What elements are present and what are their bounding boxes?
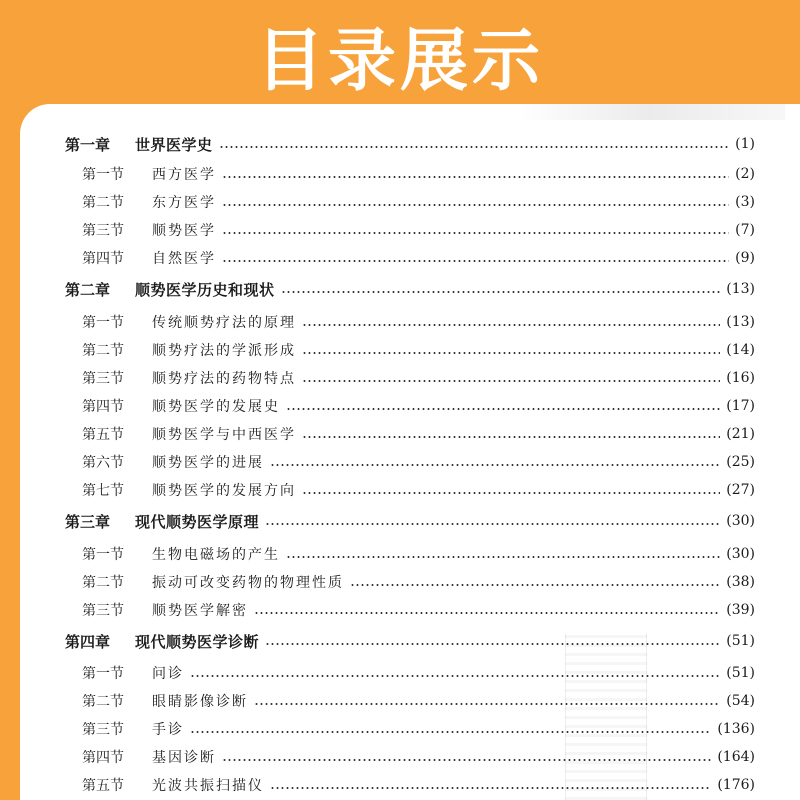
dot-leader bbox=[286, 556, 720, 558]
toc-entry-number: 第三章 bbox=[65, 512, 111, 531]
toc-entry-title: 传统顺势疗法的原理 bbox=[152, 315, 296, 331]
banner-title: 目录展示 bbox=[255, 22, 544, 101]
toc-page-number: (27) bbox=[726, 482, 755, 498]
toc-entry-title: 顺势疗法的药物特点 bbox=[152, 371, 296, 387]
dot-leader bbox=[190, 675, 720, 677]
toc-page-number: (14) bbox=[726, 342, 755, 358]
toc-entry-title: 顺势医学的发展史 bbox=[152, 399, 280, 415]
toc-entry-title: 现代顺势医学原理 bbox=[135, 512, 260, 531]
dot-leader bbox=[286, 408, 720, 410]
toc-entry-title: 顺势疗法的学派形成 bbox=[152, 343, 296, 359]
toc-entry-title: 顺势医学 bbox=[152, 223, 216, 239]
dot-leader bbox=[265, 643, 720, 645]
toc-page-number: (54) bbox=[726, 693, 755, 709]
toc-page-number: (7) bbox=[735, 222, 755, 238]
toc-entry-title: 世界医学史 bbox=[135, 135, 213, 154]
toc-section-row bbox=[82, 246, 755, 270]
toc-entry-number: 第三节 bbox=[82, 371, 124, 387]
toc-entry-title: 自然医学 bbox=[152, 251, 216, 267]
toc-chapter-row bbox=[65, 629, 755, 653]
toc-entry-title: 光波共振扫描仪 bbox=[152, 778, 264, 794]
dot-leader bbox=[270, 464, 720, 466]
toc-section-row bbox=[82, 773, 755, 797]
toc-section-row bbox=[82, 366, 755, 390]
toc-page-number: (17) bbox=[726, 398, 755, 414]
toc-chapter-row bbox=[65, 509, 755, 533]
toc-page-number: (136) bbox=[717, 721, 755, 737]
toc-entry-title: 西方医学 bbox=[152, 167, 216, 183]
table-of-contents bbox=[20, 104, 800, 800]
toc-entry-number: 第三节 bbox=[82, 223, 124, 239]
dot-leader bbox=[281, 291, 721, 293]
toc-entry-number: 第四节 bbox=[82, 251, 124, 267]
toc-page-number: (13) bbox=[726, 281, 755, 297]
toc-page-number: (164) bbox=[717, 749, 755, 765]
toc-chapter-row bbox=[65, 277, 755, 301]
toc-entry-title: 东方医学 bbox=[152, 195, 216, 211]
toc-page bbox=[20, 104, 800, 800]
toc-entry-number: 第五节 bbox=[82, 427, 124, 443]
toc-page-number: (13) bbox=[726, 314, 755, 330]
toc-entry-title: 现代顺势医学诊断 bbox=[135, 632, 260, 651]
dot-leader bbox=[302, 352, 720, 354]
dot-leader bbox=[302, 492, 720, 494]
toc-page-number: (16) bbox=[726, 370, 755, 386]
dot-leader bbox=[254, 612, 720, 614]
dot-leader bbox=[265, 523, 720, 525]
toc-entry-title: 顺势医学历史和现状 bbox=[135, 280, 275, 299]
toc-section-row bbox=[82, 478, 755, 502]
dot-leader bbox=[222, 176, 729, 178]
toc-entry-title: 顺势医学与中西医学 bbox=[152, 427, 296, 443]
toc-entry-title: 生物电磁场的产生 bbox=[152, 547, 280, 563]
dot-leader bbox=[254, 703, 720, 705]
toc-page-number: (30) bbox=[726, 546, 755, 562]
dot-leader bbox=[350, 584, 720, 586]
toc-entry-number: 第三节 bbox=[82, 603, 124, 619]
dot-leader bbox=[302, 380, 720, 382]
toc-page-number: (3) bbox=[735, 194, 755, 210]
toc-page-number: (2) bbox=[735, 166, 755, 182]
toc-page-number: (51) bbox=[726, 633, 755, 649]
toc-entry-number: 第二节 bbox=[82, 694, 124, 710]
toc-section-row bbox=[82, 450, 755, 474]
toc-entry-number: 第二章 bbox=[65, 280, 111, 299]
dot-leader bbox=[270, 787, 711, 789]
toc-section-row bbox=[82, 162, 755, 186]
toc-section-row bbox=[82, 689, 755, 713]
toc-entry-title: 顺势医学的进展 bbox=[152, 455, 264, 471]
toc-section-row bbox=[82, 190, 755, 214]
toc-section-row bbox=[82, 394, 755, 418]
toc-page-number: (21) bbox=[726, 426, 755, 442]
toc-entry-title: 顺势医学的发展方向 bbox=[152, 483, 296, 499]
dot-leader bbox=[190, 731, 711, 733]
toc-page-number: (39) bbox=[726, 602, 755, 618]
toc-entry-number: 第一节 bbox=[82, 315, 124, 331]
toc-entry-number: 第一节 bbox=[82, 666, 124, 682]
toc-entry-number: 第一节 bbox=[82, 167, 124, 183]
toc-chapter-row bbox=[65, 132, 755, 156]
toc-section-row bbox=[82, 598, 755, 622]
toc-page-number: (30) bbox=[726, 513, 755, 529]
toc-page-number: (25) bbox=[726, 454, 755, 470]
toc-section-row bbox=[82, 745, 755, 769]
toc-entry-number: 第四节 bbox=[82, 399, 124, 415]
toc-entry-number: 第二节 bbox=[82, 343, 124, 359]
toc-page-number: (38) bbox=[726, 574, 755, 590]
toc-section-row bbox=[82, 717, 755, 741]
dot-leader bbox=[302, 436, 720, 438]
toc-entry-title: 基因诊断 bbox=[152, 750, 216, 766]
toc-entry-title: 问诊 bbox=[152, 666, 184, 682]
toc-section-row bbox=[82, 542, 755, 566]
dot-leader bbox=[219, 146, 730, 148]
toc-entry-number: 第二节 bbox=[82, 195, 124, 211]
toc-page-number: (51) bbox=[726, 665, 755, 681]
toc-page-number: (9) bbox=[735, 250, 755, 266]
dot-leader bbox=[222, 232, 729, 234]
toc-entry-number: 第四节 bbox=[82, 750, 124, 766]
toc-section-row bbox=[82, 218, 755, 242]
toc-entry-title: 振动可改变药物的物理性质 bbox=[152, 575, 344, 591]
toc-page-number: (176) bbox=[717, 777, 755, 793]
toc-entry-title: 眼睛影像诊断 bbox=[152, 694, 248, 710]
dot-leader bbox=[222, 204, 729, 206]
toc-entry-number: 第四章 bbox=[65, 632, 111, 651]
toc-section-row bbox=[82, 661, 755, 685]
toc-entry-number: 第一章 bbox=[65, 135, 111, 154]
toc-section-row bbox=[82, 338, 755, 362]
toc-entry-number: 第二节 bbox=[82, 575, 124, 591]
toc-entry-number: 第一节 bbox=[82, 547, 124, 563]
toc-entry-number: 第七节 bbox=[82, 483, 124, 499]
dot-leader bbox=[302, 324, 720, 326]
dot-leader bbox=[222, 260, 729, 262]
toc-page-number: (1) bbox=[735, 136, 755, 152]
toc-entry-number: 第五节 bbox=[82, 778, 124, 794]
toc-entry-title: 顺势医学解密 bbox=[152, 603, 248, 619]
toc-section-row bbox=[82, 422, 755, 446]
toc-entry-number: 第六节 bbox=[82, 455, 124, 471]
toc-entry-title: 手诊 bbox=[152, 722, 184, 738]
toc-section-row bbox=[82, 570, 755, 594]
toc-section-row bbox=[82, 310, 755, 334]
dot-leader bbox=[222, 759, 711, 761]
toc-entry-number: 第三节 bbox=[82, 722, 124, 738]
